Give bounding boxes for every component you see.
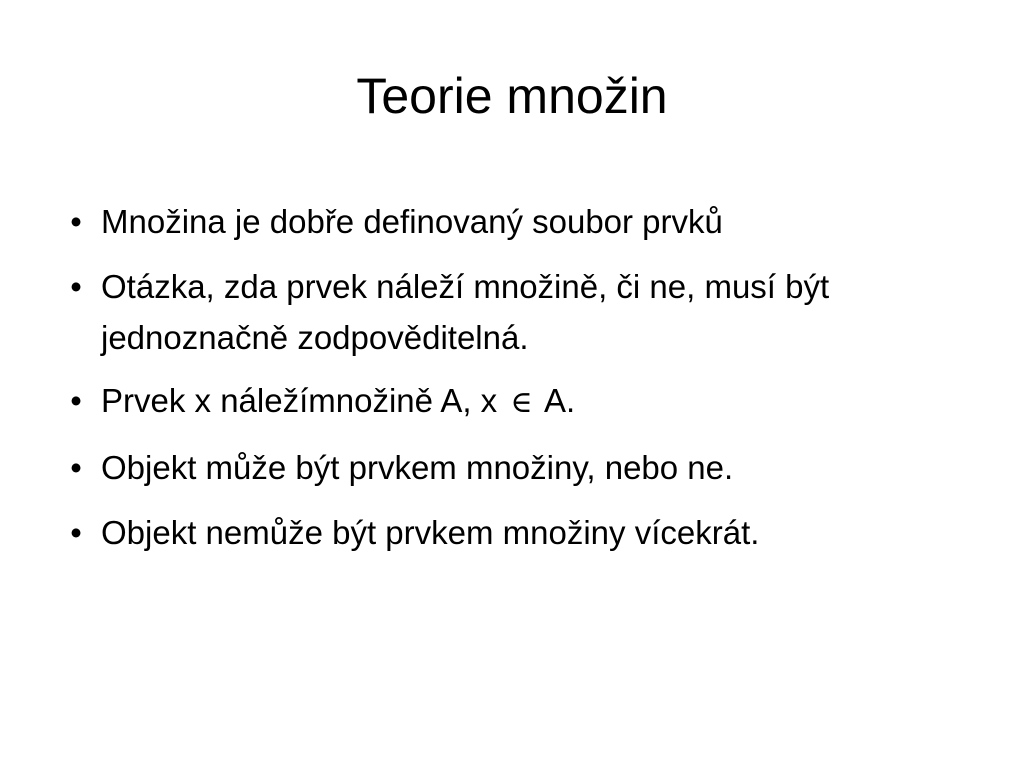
bullet-text: Objekt může být prvkem množiny, nebo ne. [101,449,734,486]
element-of-symbol: ∈ [510,385,533,420]
slide-title: Teorie množin [356,68,668,124]
list-item [66,196,966,247]
list-item [66,375,966,428]
bullet-marker: • [70,382,82,419]
list-item [66,261,966,363]
list-item [66,507,966,558]
bullet-text: Prvek x náležímnožině A, x [101,382,498,419]
bullet-marker: • [70,449,82,486]
bullet-text: Objekt nemůže být prvkem množiny vícekrát. [101,514,760,551]
bullet-text: A. [543,382,576,419]
bullet-text: Množina je dobře definovaný soubor prvků [101,203,723,240]
bullet-marker: • [70,514,82,551]
bullet-marker: • [70,268,82,305]
bullet-marker: • [70,203,82,240]
bullet-list [66,196,966,572]
bullet-text: Otázka, zda prvek náleží množině, či ne, musí být jednoznačně zodpověditelná. [101,268,830,356]
list-item [66,442,966,493]
